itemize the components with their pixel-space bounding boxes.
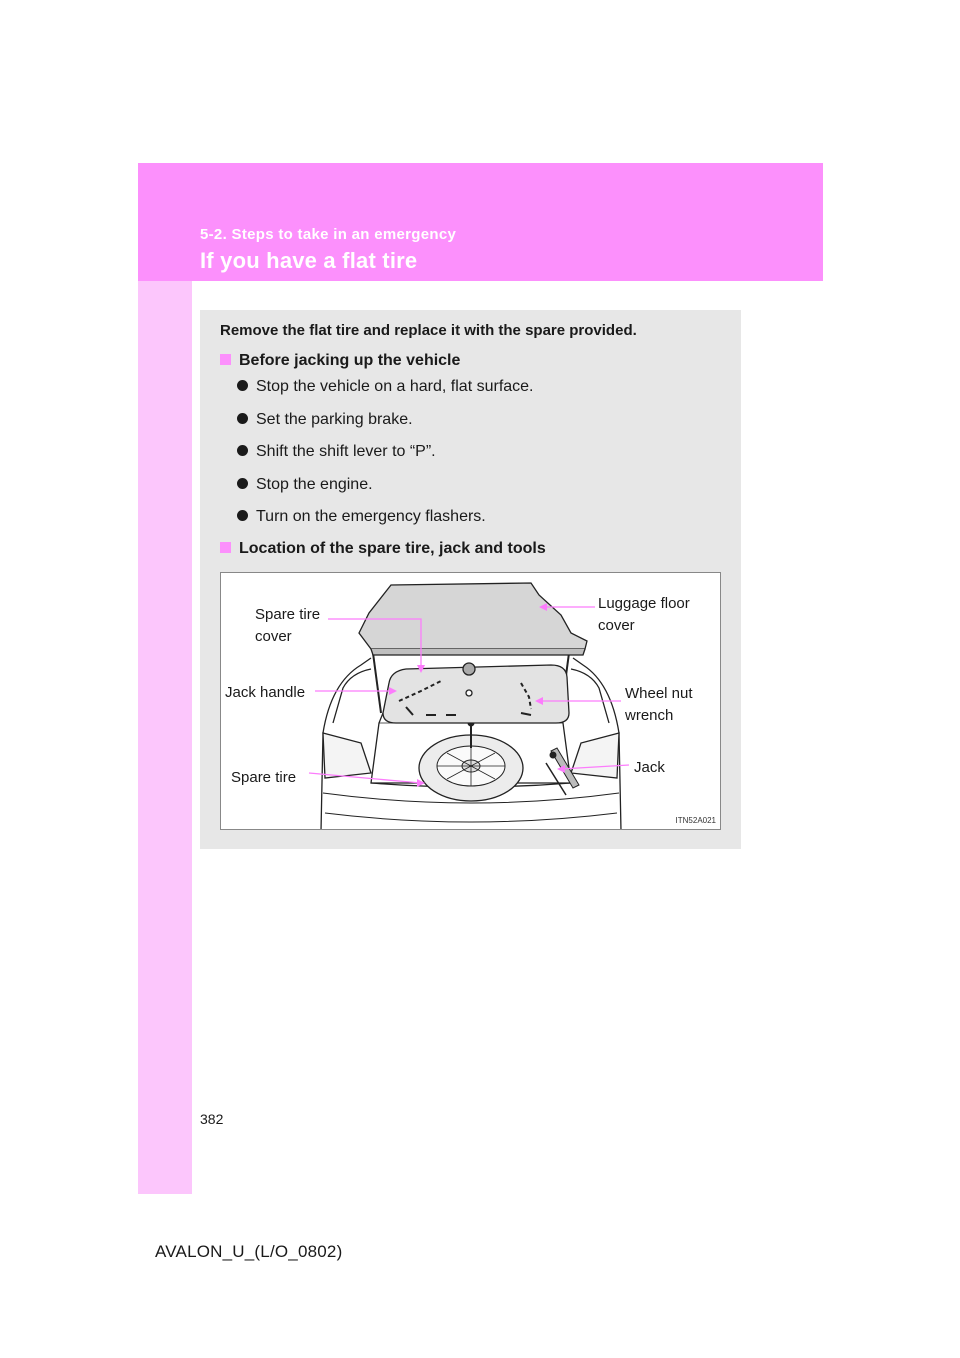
callout-spare-tire: Spare tire <box>231 769 297 786</box>
bullet-text: Shift the shift lever to “P”. <box>256 443 436 460</box>
subheading-label: Location of the spare tire, jack and tools <box>239 540 546 557</box>
callout-luggage-floor-cover: Luggage floor cover <box>598 595 690 634</box>
bullet-text: Turn on the emergency flashers. <box>256 508 486 525</box>
subheading-before-jacking <box>220 352 460 370</box>
callout-jack: Jack <box>634 759 665 776</box>
section-label: 5-2. Steps to take in an emergency <box>200 226 457 243</box>
bullet-item <box>237 508 486 526</box>
side-band <box>138 163 192 1194</box>
spare-tire-cover <box>383 663 569 723</box>
bullet-dot-icon <box>237 478 248 489</box>
bullet-text: Stop the engine. <box>256 476 373 493</box>
callout-jack-handle: Jack handle <box>225 684 306 701</box>
bullet-dot-icon <box>237 510 248 521</box>
bullet-item <box>237 378 534 396</box>
bullet-item <box>237 476 373 494</box>
bullet-item <box>237 443 436 461</box>
bullet-item <box>237 411 413 429</box>
callout-wheel-nut-wrench: Wheel nut wrench <box>625 685 693 724</box>
callout-spare-tire-cover: Spare tire cover <box>255 606 321 645</box>
subheading-location <box>220 540 546 558</box>
figure-code: ITN52A021 <box>675 816 716 825</box>
square-marker-icon <box>220 542 231 553</box>
bullet-dot-icon <box>237 445 248 456</box>
footer-code: AVALON_U_(L/O_0802) <box>155 1242 343 1261</box>
square-marker-icon <box>220 354 231 365</box>
spare-tire <box>419 720 523 801</box>
bullet-dot-icon <box>237 380 248 391</box>
trunk-illustration <box>220 572 721 830</box>
page-title: If you have a flat tire <box>200 248 418 273</box>
page-number: 382 <box>200 1111 224 1127</box>
intro-text: Remove the flat tire and replace it with the spare provided. <box>220 322 637 339</box>
bullet-text: Set the parking brake. <box>256 411 413 428</box>
bullet-text: Stop the vehicle on a hard, flat surface. <box>256 378 534 395</box>
subheading-label: Before jacking up the vehicle <box>239 352 461 369</box>
bullet-dot-icon <box>237 413 248 424</box>
